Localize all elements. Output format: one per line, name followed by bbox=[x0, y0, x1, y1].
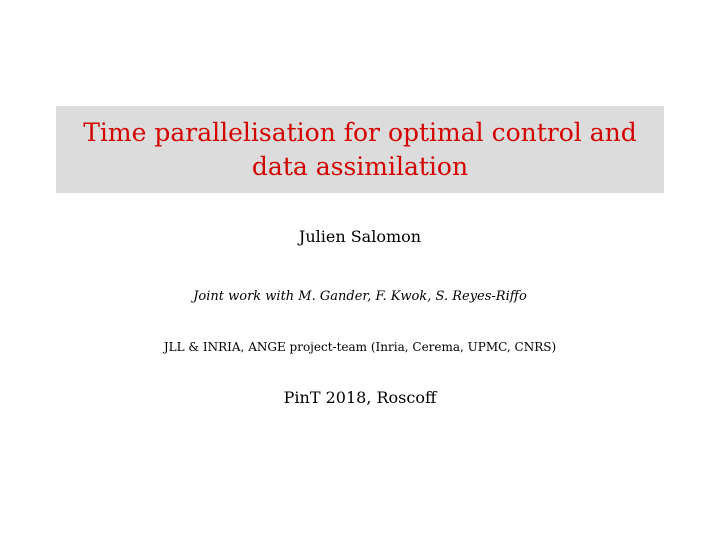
event-name: PinT 2018, Roscoff bbox=[283, 388, 437, 407]
title-block bbox=[56, 106, 664, 193]
joint-work-note: Joint work with M. Gander, F. Kwok, S. Reyes-Riffo bbox=[193, 289, 527, 304]
slide-title-line-2: data assimilation bbox=[251, 151, 469, 181]
affiliation: JLL & INRIA, ANGE project-team (Inria, Cerema, UPMC, CNRS) bbox=[163, 340, 557, 354]
slide-title-line-1: Time parallelisation for optimal control and bbox=[83, 117, 637, 147]
author-name: Julien Salomon bbox=[298, 227, 422, 246]
